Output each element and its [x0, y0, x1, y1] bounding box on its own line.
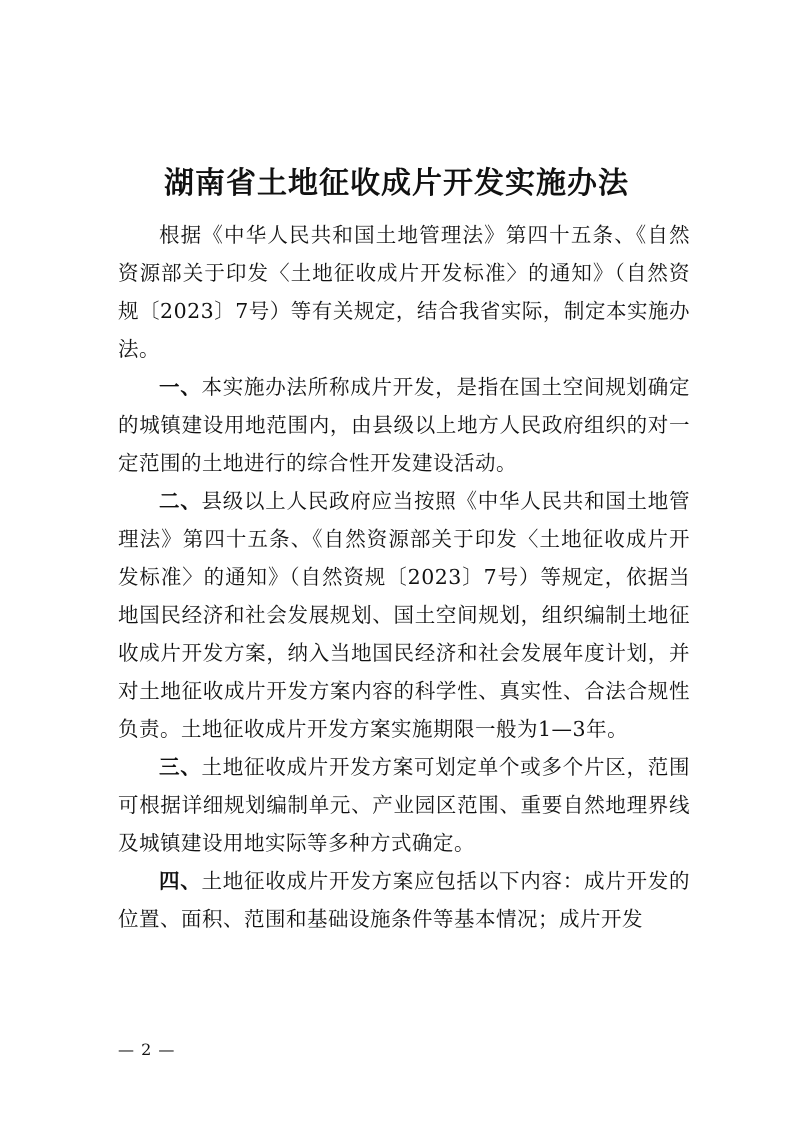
paragraph-article-1 [118, 368, 690, 482]
paragraph-text: 县级以上人民政府应当按照《中华人民共和国土地管理法》第四十五条、《自然资源部关于印发〈土地征收成片开发标准〉的通知》（自然资规〔2023〕7号）等规定，依据当地国民经济和社会发展规划、国土空间规划，组织编制土地征收成片开发方案，纳入当地国民经济和社会发展年度计划，并对土地征收成片开发方案内容的科学性、真实性、合法合规性负责。土地征收成片开发方案实施期限一般为1—3年。 [118, 489, 690, 741]
paragraph-lead: 二、 [159, 489, 202, 513]
paragraph-text: 本实施办法所称成片开发，是指在国土空间规划确定的城镇建设用地范围内，由县级以上地方人民政府组织的对一定范围的土地进行的综合性开发建设活动。 [118, 375, 690, 475]
document-title: 湖南省土地征收成片开发实施办法 [164, 166, 629, 202]
paragraph-article-2 [118, 482, 690, 748]
page-number: — 2 — [118, 1040, 176, 1059]
document-body [118, 216, 690, 938]
paragraph-text: 土地征收成片开发方案可划定单个或多个片区，范围可根据详细规划编制单元、产业园区范围、重要自然地理界线及城镇建设用地实际等多种方式确定。 [118, 755, 690, 855]
paragraph-text: 土地征收成片开发方案应包括以下内容：成片开发的位置、面积、范围和基础设施条件等基本情况；成片开发 [118, 869, 690, 931]
paragraph-article-3 [118, 748, 690, 862]
paragraph-lead: 三、 [159, 755, 202, 779]
paragraph-lead: 一、 [159, 375, 202, 399]
paragraph-text: 根据《中华人民共和国土地管理法》第四十五条、《自然资源部关于印发〈土地征收成片开发标准〉的通知》（自然资规〔2023〕7号）等有关规定，结合我省实际，制定本实施办法。 [118, 223, 690, 361]
paragraph-article-4 [118, 862, 690, 938]
paragraph-preamble [118, 216, 690, 368]
paragraph-lead: 四、 [159, 869, 202, 893]
